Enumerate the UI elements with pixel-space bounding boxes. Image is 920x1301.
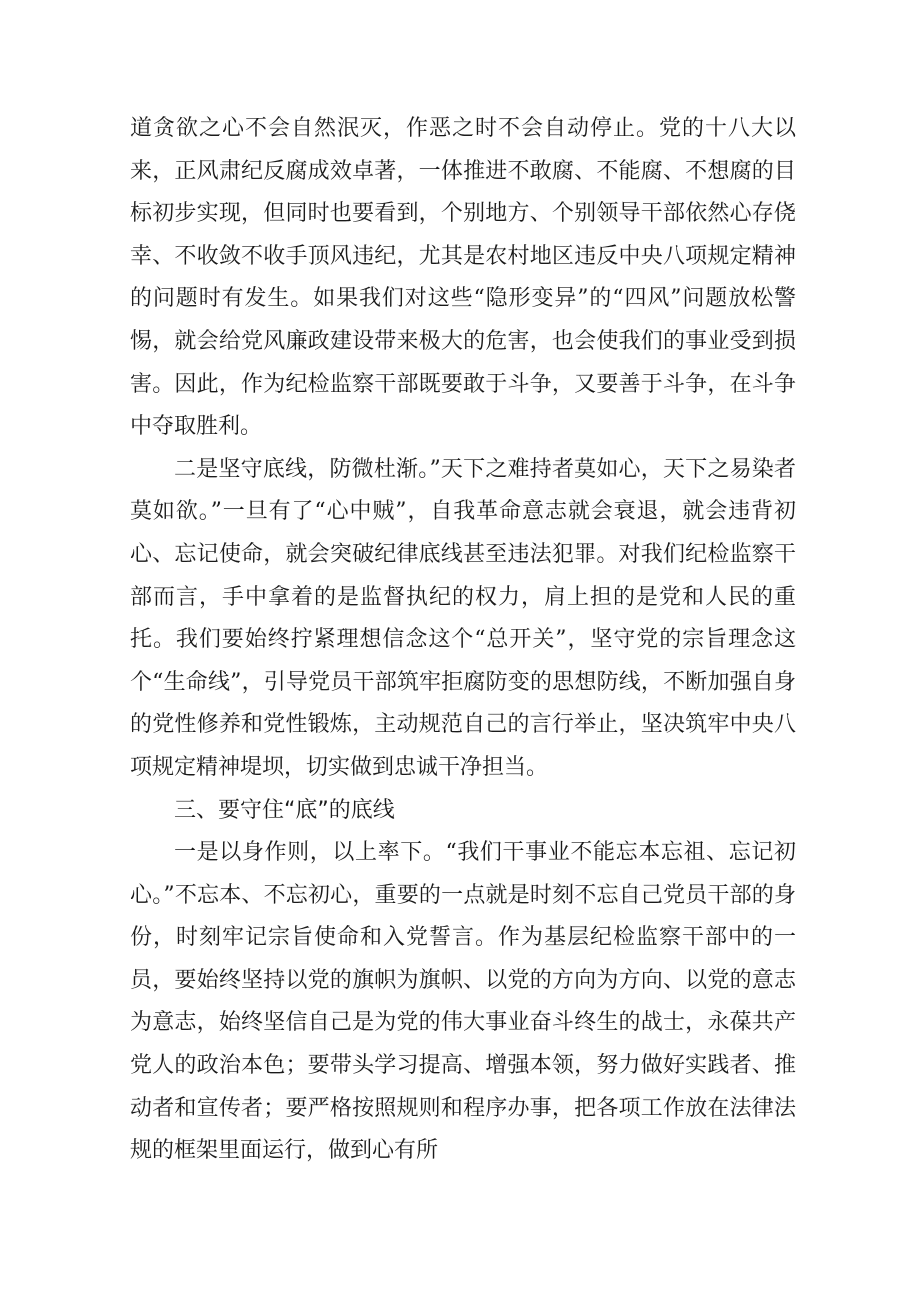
paragraph-hold-bottom-line: 二是坚守底线，防微杜渐。”天下之难持者莫如心，天下之易染者莫如欲。”一旦有了“心中贼”，自我革命意志就会衰退，就会违背初心、忘记使命，就会突破纪律底线甚至违法犯罪。对我们纪检监察干部而言，手中拿着的是监督执纪的权力，肩上担的是党和人民的重托。我们要始终拧紧理想信念这个“总开关”，坚守党的宗旨理念这个“生命线”，引导党员干部筑牢拒腐防变的思想防线，不断加强自身的党性修养和党性锻炼，主动规范自己的言行举止，坚决筑牢中央八项规定精神堤坝，切实做到忠诚干净担当。 [130,456,796,780]
paragraph-continuation: 道贪欲之心不会自然泯灭，作恶之时不会自动停止。党的十八大以来，正风肃纪反腐成效卓著，一体推进不敢腐、不能腐、不想腐的目标初步实现，但同时也要看到，个别地方、个别领导干部依然心存侥幸、不收敛不收手顶风违纪，尤其是农村地区违反中央八项规定精神的问题时有发生。如果我们对这些“隐形变异”的“四风”问题放松警惕，就会给党风廉政建设带来极大的危害，也会使我们的事业受到损害。因此，作为纪检监察干部既要敢于斗争，又要善于斗争，在斗争中夺取胜利。 [130,116,796,440]
section-heading-three: 三、要守住“底”的底线 [174,797,395,823]
document-page [130,108,796,1173]
paragraph-lead-by-example: 一是以身作则，以上率下。“我们干事业不能忘本忘祖、忘记初心。”不忘本、不忘初心，重要的一点就是时刻不忘自己党员干部的身份，时刻牢记宗旨使命和入党誓言。作为基层纪检监察干部中的一员，要始终坚持以党的旗帜为旗帜、以党的方向为方向、以党的意志为意志，始终坚信自己是为党的伟大事业奋斗终生的战士，永葆共产党人的政治本色；要带头学习提高、增强本领，努力做好实践者、推动者和宣传者；要严格按照规则和程序办事，把各项工作放在法律法规的框架里面运行，做到心有所 [130,840,796,1164]
